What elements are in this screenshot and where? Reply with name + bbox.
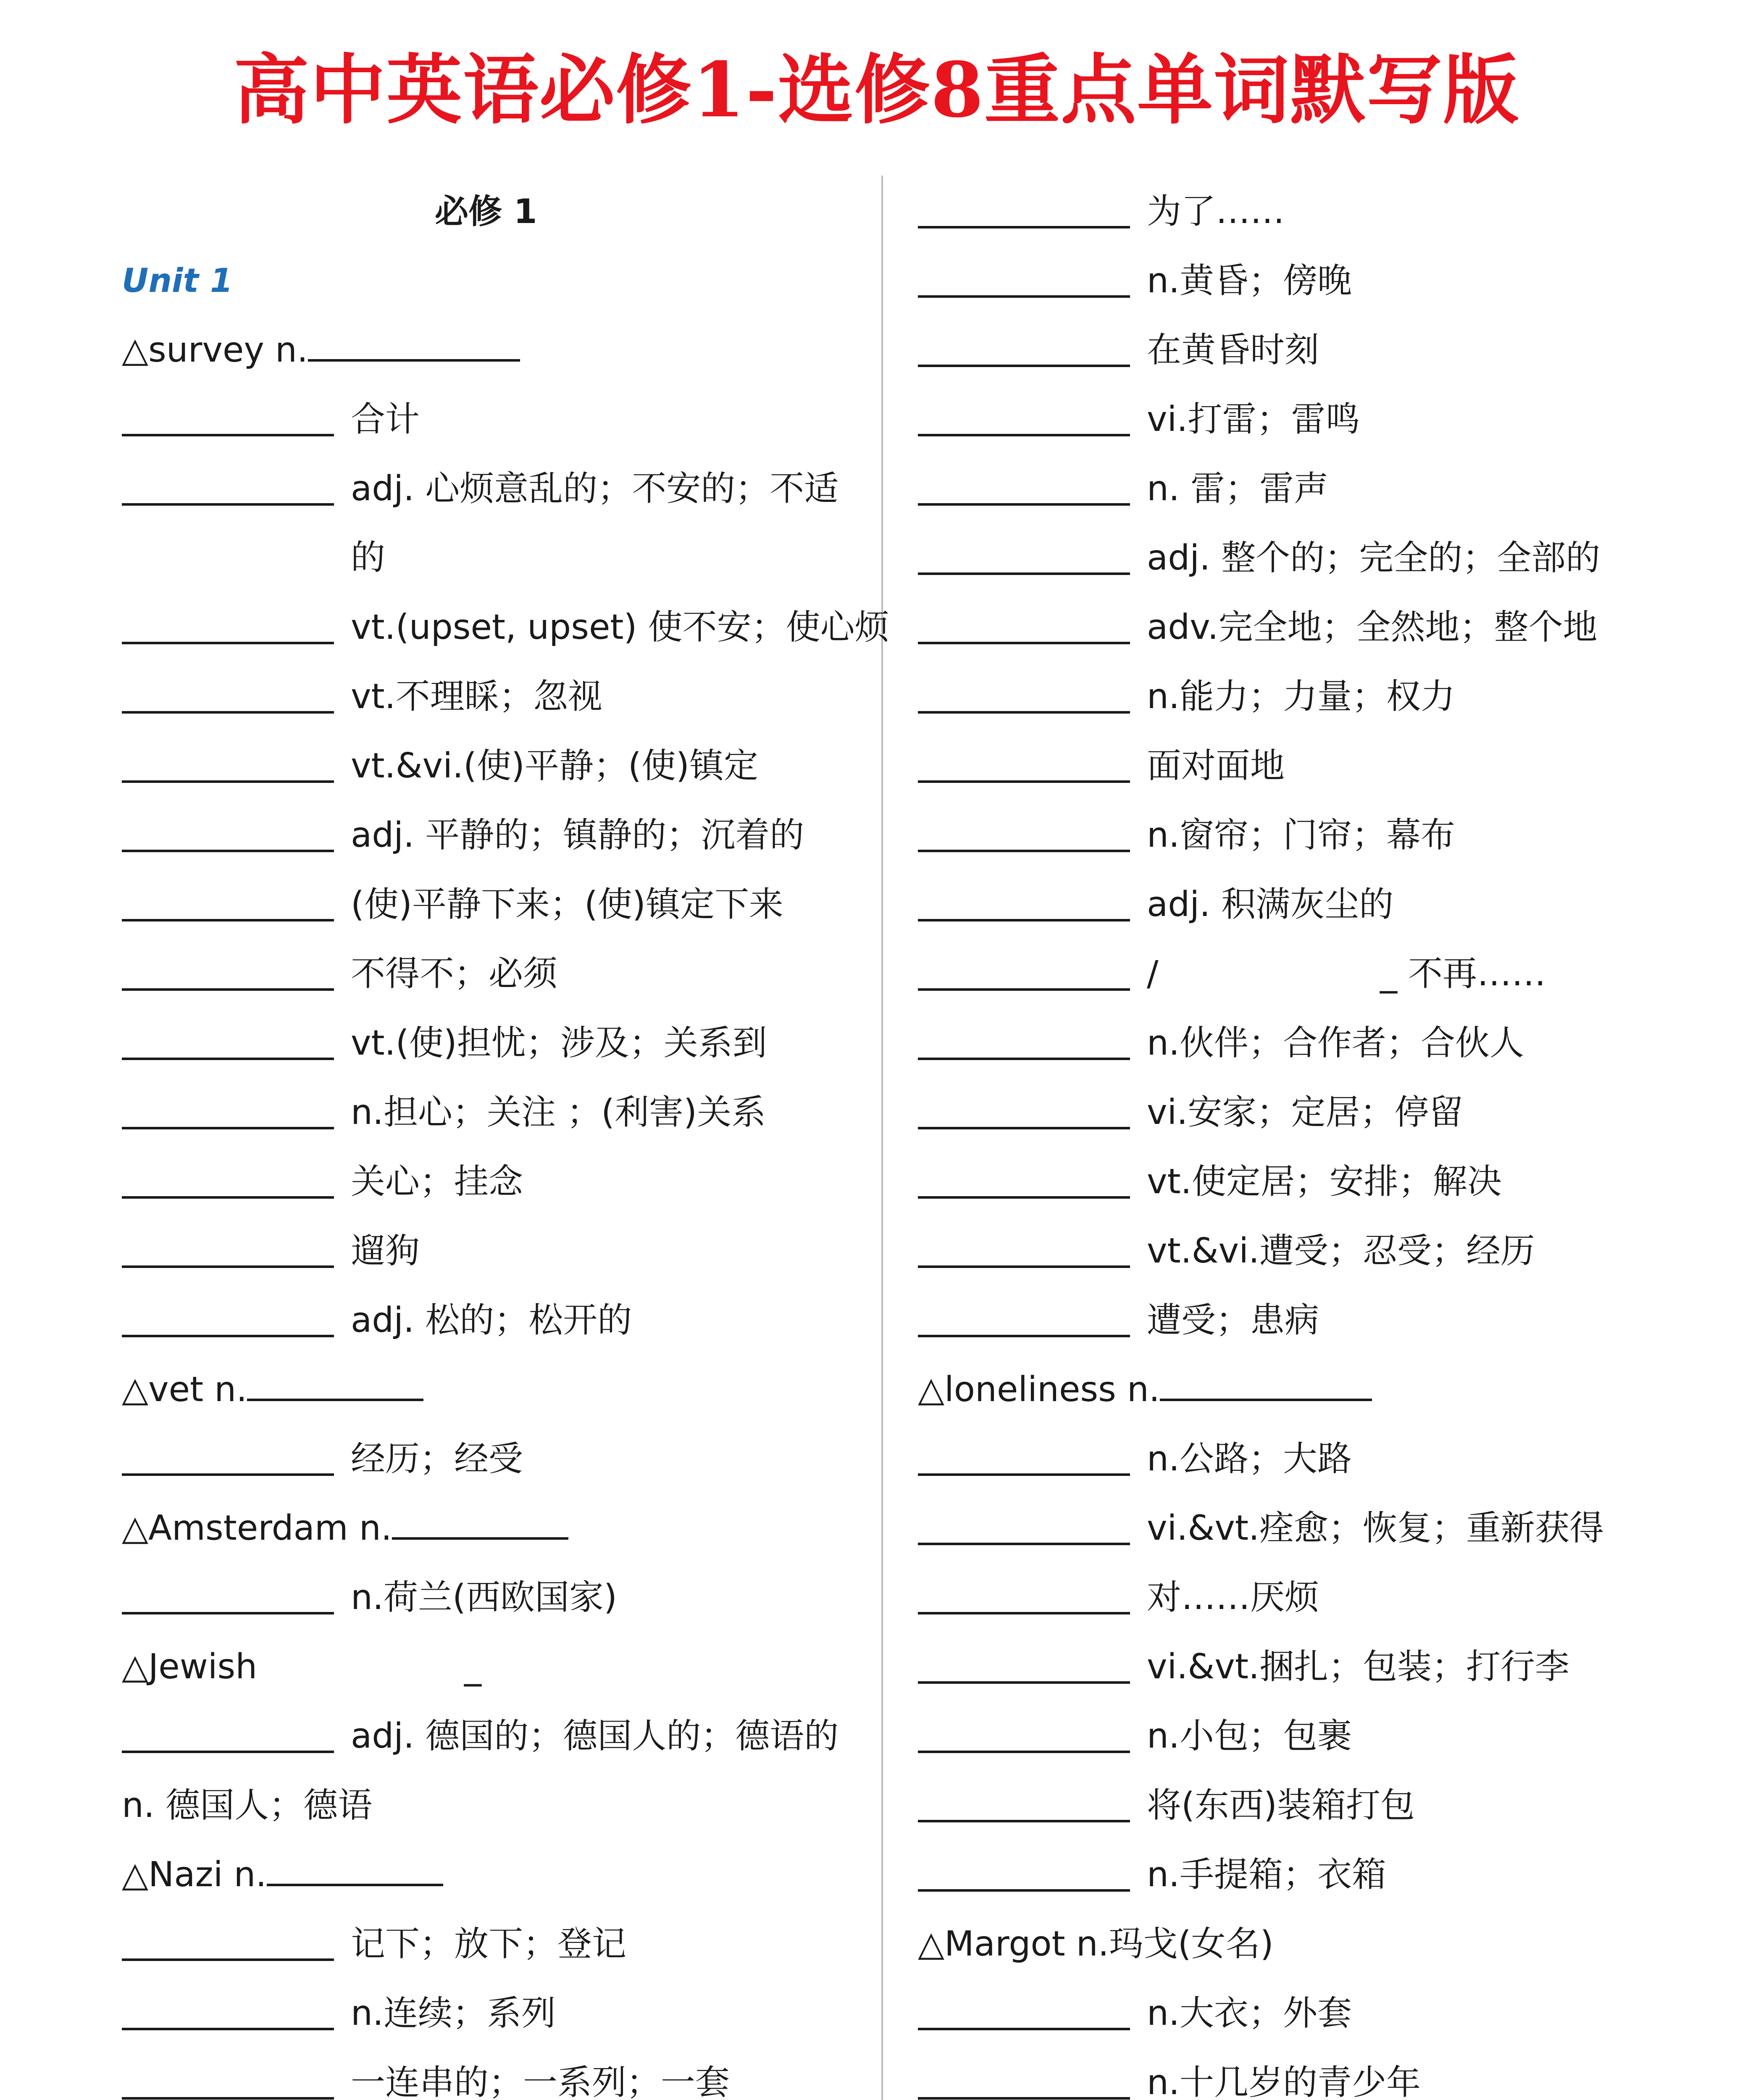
- answer-blank[interactable]: [918, 295, 1130, 298]
- answer-blank[interactable]: [122, 642, 334, 644]
- answer-blank[interactable]: [918, 1058, 1130, 1060]
- meaning: 遛狗: [351, 1231, 420, 1271]
- meaning: vi.&vt.痊愈；恢复；重新获得: [1147, 1508, 1604, 1548]
- answer-blank[interactable]: [918, 572, 1130, 575]
- vocab-row: [122, 1563, 861, 1632]
- column-divider: [881, 176, 883, 2100]
- vocab-row: [122, 2048, 861, 2100]
- vocab-row: [918, 1494, 1657, 1563]
- answer-blank[interactable]: [918, 919, 1130, 921]
- meaning: adv.完全地；全然地；整个地: [1147, 607, 1598, 647]
- unit-heading: Unit 1: [122, 262, 233, 300]
- vocab-row: [122, 662, 861, 731]
- answer-blank[interactable]: [918, 2028, 1130, 2030]
- answer-blank[interactable]: [122, 2097, 334, 2100]
- vocab-row: [122, 1910, 861, 1979]
- answer-blank[interactable]: [122, 1958, 334, 1961]
- answer-blank[interactable]: [122, 1265, 334, 1268]
- meaning: vt.&vi.(使)平静；(使)镇定: [351, 746, 759, 786]
- vocab-row: [918, 662, 1657, 731]
- word-label: △Nazi n.: [122, 1840, 443, 1909]
- vocab-row: [918, 1009, 1657, 1078]
- vocab-row: [918, 1702, 1657, 1771]
- meaning: vi.打雷；雷鸣: [1147, 399, 1360, 439]
- answer-blank[interactable]: [122, 1751, 334, 1753]
- word-label: △survey n.: [122, 316, 520, 385]
- vocab-row: [122, 385, 861, 454]
- meaning: adj. 平静的；镇静的；沉着的: [351, 815, 804, 855]
- vocab-row: [122, 732, 861, 801]
- vocab-row: [918, 1355, 1657, 1424]
- answer-blank[interactable]: [392, 1537, 568, 1540]
- answer-blank[interactable]: [918, 1196, 1130, 1199]
- answer-blank[interactable]: [918, 780, 1130, 783]
- answer-blank[interactable]: [918, 2097, 1130, 2100]
- answer-blank[interactable]: [122, 503, 334, 506]
- vocab-row: [918, 1910, 1657, 1979]
- vocab-row: [918, 177, 1657, 246]
- vocab-row: [918, 2048, 1657, 2100]
- vocab-row: [122, 1425, 861, 1494]
- meaning: n.十几岁的青少年: [1147, 2063, 1421, 2100]
- answer-blank[interactable]: [918, 988, 1130, 991]
- answer-blank[interactable]: [122, 1058, 334, 1060]
- vocab-row: [122, 801, 861, 870]
- meaning: 经历；经受: [351, 1439, 523, 1479]
- meaning: 在黄昏时刻: [1147, 330, 1319, 370]
- vocab-row: [918, 593, 1657, 662]
- answer-blank[interactable]: [1160, 1398, 1372, 1401]
- answer-blank[interactable]: [247, 1398, 423, 1401]
- vocab-row: [918, 940, 1657, 1008]
- meaning: n.窗帘；门帘；幕布: [1147, 815, 1456, 855]
- meaning: 面对面地: [1147, 746, 1285, 786]
- page-title: 高中英语必修1-选修8重点单词默写版: [233, 46, 1520, 134]
- answer-blank[interactable]: [918, 1473, 1130, 1476]
- vocab-row: [122, 1286, 861, 1355]
- vocab-row: [918, 801, 1657, 870]
- vocab-row: [122, 870, 861, 939]
- word-label: △Jewish: [122, 1647, 258, 1687]
- meaning: n.连续；系列: [351, 1993, 556, 2033]
- meaning: vt.不理睬；忽视: [351, 677, 602, 717]
- meaning: 将(东西)装箱打包: [1147, 1785, 1415, 1825]
- answer-blank[interactable]: [122, 1127, 334, 1129]
- answer-blank[interactable]: [122, 434, 334, 436]
- answer-blank[interactable]: [122, 850, 334, 852]
- meaning: n.担心；关注 ；(利害)关系: [351, 1092, 766, 1132]
- meaning: vt.(使)担忧；涉及；关系到: [351, 1023, 767, 1063]
- answer-blank[interactable]: _: [464, 1647, 481, 1687]
- answer-blank[interactable]: [918, 1820, 1130, 1822]
- answer-blank[interactable]: [918, 226, 1130, 228]
- meaning: vt.(upset, upset) 使不安；使心烦: [351, 607, 889, 647]
- vocab-row: [122, 1702, 861, 1771]
- meaning: vt.使定居；安排；解决: [1147, 1162, 1502, 1202]
- meaning: vi.&vt.捆扎；包装；打行李: [1147, 1647, 1570, 1687]
- vocab-row: [122, 1217, 861, 1286]
- meaning: 不得不；必须: [351, 954, 558, 994]
- vocab-row: [918, 385, 1657, 454]
- answer-blank[interactable]: [122, 1473, 334, 1476]
- answer-blank[interactable]: [308, 359, 520, 362]
- vocab-row: [122, 1771, 861, 1840]
- meaning: n.公路；大路: [1147, 1439, 1352, 1479]
- vocab-row: [918, 1425, 1657, 1494]
- vocab-row: [122, 316, 861, 385]
- vocab-row: [918, 732, 1657, 801]
- meaning: 为了……: [1147, 192, 1285, 231]
- vocab-row: [918, 1771, 1657, 1840]
- vocab-row: [122, 593, 889, 662]
- meaning: n.黄昏；傍晚: [1147, 261, 1352, 301]
- vocab-row: [122, 940, 861, 1008]
- vocab-row: [122, 454, 861, 593]
- vocab-row: [918, 870, 1657, 939]
- answer-blank[interactable]: [122, 1612, 334, 1614]
- word-label: △loneliness n.: [918, 1355, 1372, 1424]
- meaning: n.荷兰(西欧国家): [351, 1578, 618, 1617]
- meaning: vi.安家；定居；停留: [1147, 1092, 1464, 1132]
- vocab-row: [122, 1633, 861, 1701]
- meaning: n. 德国人；德语: [122, 1785, 373, 1825]
- answer-blank[interactable]: [918, 1335, 1130, 1337]
- vocab-row: [918, 316, 1657, 385]
- vocab-row: [122, 1147, 861, 1216]
- answer-blank[interactable]: [918, 642, 1130, 644]
- meaning: adj. 德国的；德国人的；德语的: [351, 1716, 839, 1756]
- answer-blank[interactable]: [122, 1335, 334, 1337]
- vocab-row: [918, 1147, 1657, 1216]
- vocab-row: [122, 1840, 861, 1909]
- meaning: adj. 心烦意乱的；不安的；不适的: [351, 469, 839, 578]
- meaning: n.小包；包裹: [1147, 1716, 1352, 1756]
- meaning: n.能力；力量；权力: [1147, 677, 1456, 717]
- vocab-row: [918, 1633, 1657, 1701]
- vocab-row: [918, 1078, 1657, 1147]
- vocab-row: [918, 247, 1657, 315]
- vocab-row: [918, 1217, 1657, 1286]
- vocab-row: [122, 1979, 861, 2048]
- answer-blank[interactable]: [918, 850, 1130, 852]
- answer-blank[interactable]: [122, 1196, 334, 1199]
- answer-blank[interactable]: [918, 1127, 1130, 1129]
- answer-blank[interactable]: [918, 1543, 1130, 1545]
- vocab-row: [918, 1563, 1657, 1632]
- vocab-row: [122, 1494, 861, 1563]
- meaning: 合计: [351, 399, 420, 439]
- word-label: △vet n.: [122, 1355, 423, 1424]
- meaning: adj. 积满灰尘的: [1147, 885, 1394, 924]
- vocab-row: [122, 1078, 861, 1147]
- answer-blank[interactable]: [918, 1265, 1130, 1268]
- meaning: 一连串的；一系列；一套: [351, 2063, 730, 2100]
- meaning: n.大衣；外套: [1147, 1993, 1352, 2033]
- right-column: [918, 0, 1657, 2100]
- word-label: △Margot n.玛戈(女名): [918, 1924, 1274, 1964]
- vocab-row: [918, 524, 1657, 593]
- meaning: n.伙伴；合作者；合伙人: [1147, 1023, 1524, 1063]
- answer-blank[interactable]: [122, 780, 334, 783]
- meaning: vt.&vi.遭受；忍受；经历: [1147, 1231, 1535, 1271]
- meaning: 记下；放下；登记: [351, 1924, 627, 1964]
- meaning: (使)平静下来；(使)镇定下来: [351, 885, 783, 924]
- answer-blank[interactable]: [918, 503, 1130, 506]
- answer-blank[interactable]: [918, 1751, 1130, 1753]
- meaning: adj. 松的；松开的: [351, 1300, 632, 1340]
- unit-heading-row: [122, 247, 861, 315]
- vocab-row: [918, 1840, 1657, 1909]
- meaning: adj. 整个的；完全的；全部的: [1147, 538, 1601, 578]
- answer-blank[interactable]: [122, 2028, 334, 2030]
- vocab-row: [918, 454, 1657, 523]
- answer-blank[interactable]: [122, 711, 334, 714]
- answer-blank[interactable]: [918, 365, 1130, 367]
- meaning: 遭受；患病: [1147, 1300, 1319, 1340]
- meaning: n.手提箱；衣箱: [1147, 1855, 1387, 1895]
- meaning: /: [1147, 954, 1159, 994]
- answer-blank[interactable]: [122, 919, 334, 921]
- answer-blank[interactable]: [918, 711, 1130, 714]
- vocab-row: [918, 1286, 1657, 1355]
- section-heading: 必修 1: [435, 192, 537, 231]
- answer-blank[interactable]: [918, 1612, 1130, 1614]
- meaning: 对……厌烦: [1147, 1578, 1319, 1617]
- answer-blank[interactable]: [918, 434, 1130, 436]
- section-heading-row: [122, 177, 861, 246]
- vocab-row: [122, 1009, 861, 1078]
- meaning: n. 雷；雷声: [1147, 469, 1329, 509]
- meaning: 关心；挂念: [351, 1162, 523, 1202]
- answer-blank[interactable]: [122, 988, 334, 991]
- answer-blank[interactable]: [918, 1889, 1130, 1892]
- word-label: △Amsterdam n.: [122, 1494, 568, 1563]
- answer-blank[interactable]: [267, 1883, 443, 1886]
- answer-blank[interactable]: [918, 1681, 1130, 1684]
- vocab-row: [918, 1979, 1657, 2048]
- meaning: _ 不再……: [1380, 954, 1546, 994]
- vocab-row: [122, 1355, 861, 1424]
